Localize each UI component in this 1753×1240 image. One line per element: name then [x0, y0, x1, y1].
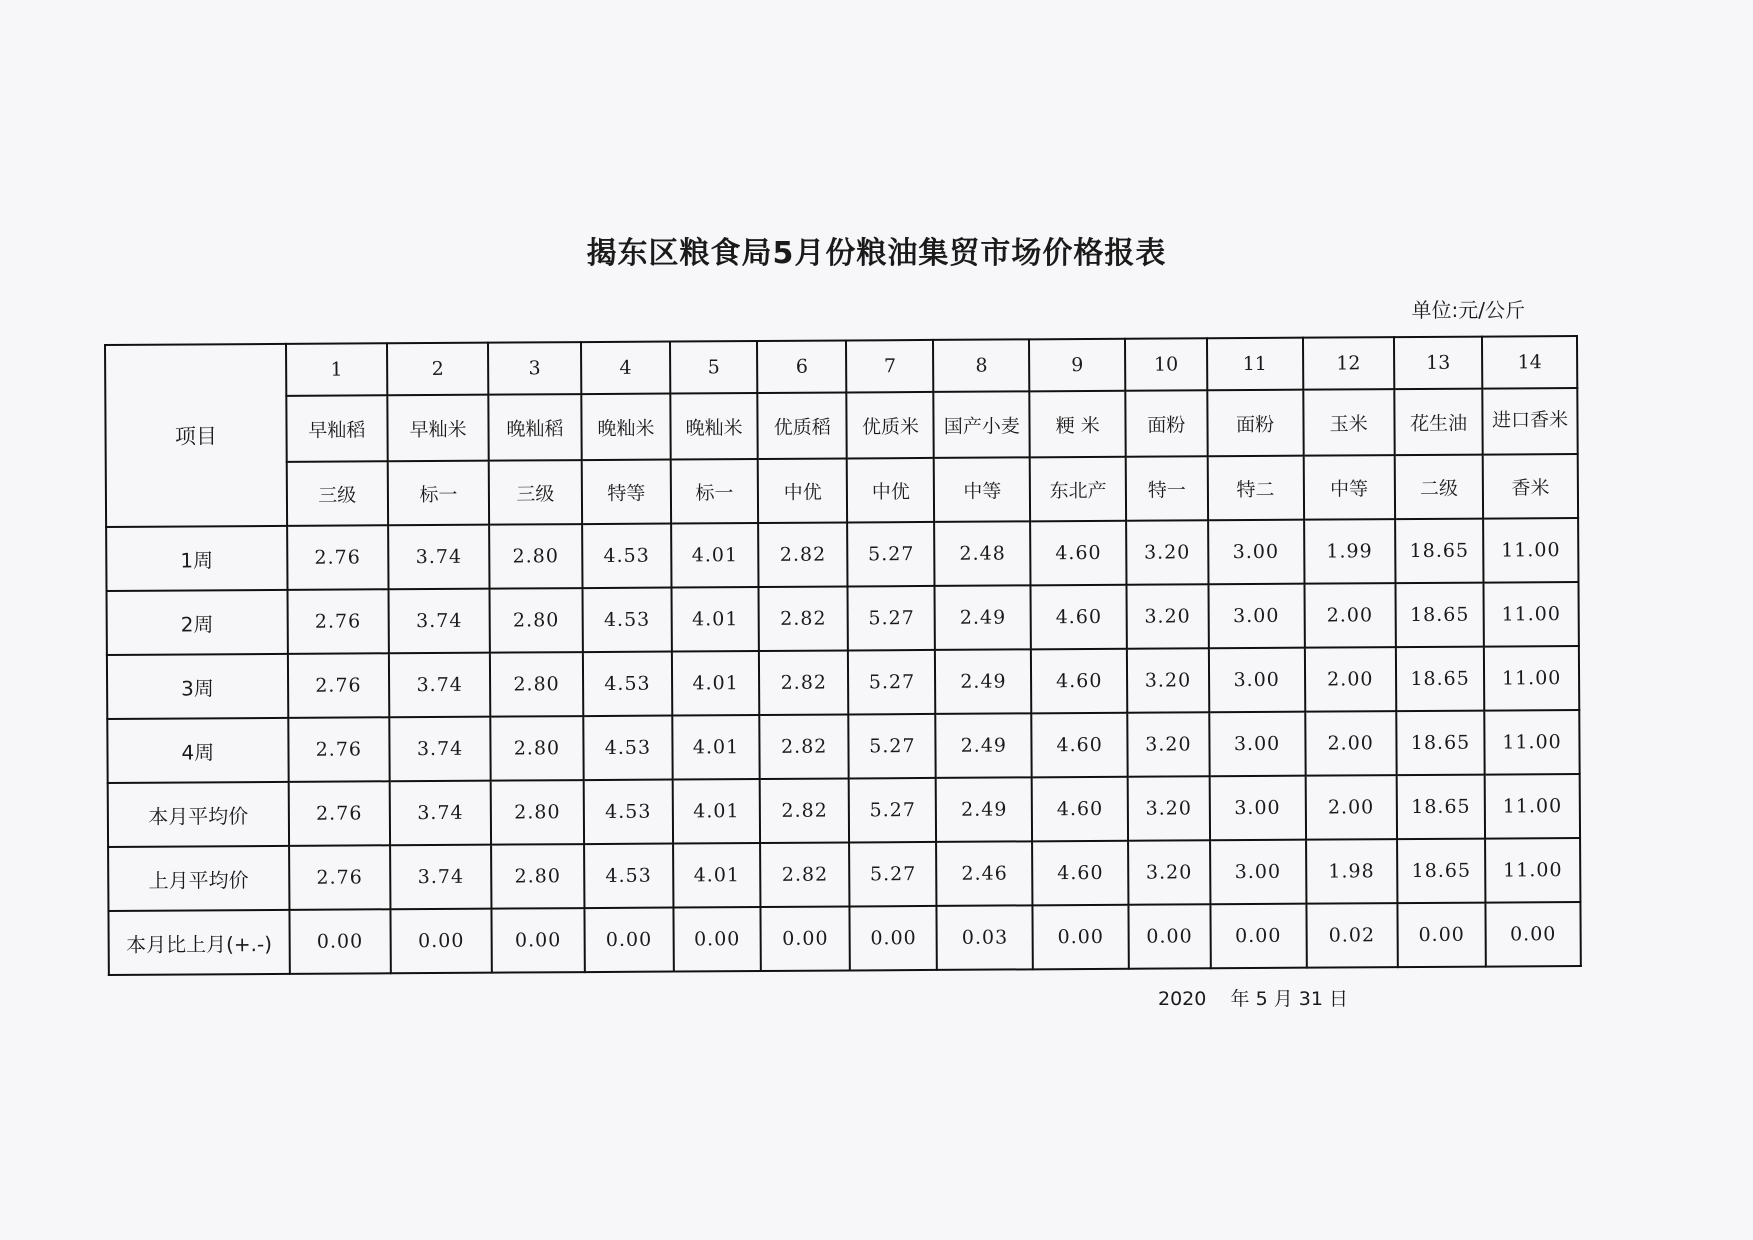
- price-cell: 2.82: [759, 586, 849, 651]
- product-number: 10: [1125, 338, 1207, 390]
- product-grade: 标一: [671, 459, 758, 524]
- price-cell: 0.00: [1129, 904, 1211, 968]
- product-name: 花生油: [1394, 389, 1483, 456]
- price-cell: 18.65: [1396, 647, 1485, 712]
- price-cell: 18.65: [1395, 583, 1484, 648]
- product-number: 13: [1394, 337, 1483, 390]
- unit-label: 单位:元/公斤: [1411, 298, 1525, 322]
- product-name: 晚籼稻: [489, 394, 582, 461]
- row-label: 本月平均价: [108, 782, 289, 847]
- product-grade: 中优: [758, 458, 848, 523]
- price-cell: 2.46: [937, 841, 1033, 906]
- product-grade: 标一: [388, 461, 490, 526]
- price-cell: 2.80: [490, 588, 583, 653]
- price-cell: 4.01: [672, 651, 759, 716]
- price-cell: 4.60: [1032, 713, 1128, 778]
- price-cell: 4.60: [1030, 521, 1126, 586]
- price-cell: 5.27: [848, 586, 935, 651]
- product-number: 4: [581, 342, 671, 395]
- price-cell: 2.76: [289, 845, 391, 910]
- price-cell: 1.98: [1306, 839, 1398, 904]
- price-cell: 0.00: [289, 909, 391, 974]
- price-cell: 4.60: [1032, 841, 1128, 906]
- price-cell: 0.00: [673, 907, 760, 972]
- product-grade: 三级: [286, 461, 388, 526]
- price-row: [107, 582, 1579, 655]
- product-number: 3: [488, 342, 581, 395]
- price-cell: 4.60: [1032, 777, 1128, 842]
- product-name: 晚籼米: [581, 394, 671, 461]
- row-label: 2周: [107, 590, 288, 655]
- price-cell: 2.49: [936, 777, 1032, 842]
- price-cell: 3.20: [1128, 776, 1210, 840]
- product-name: 早籼稻: [286, 395, 388, 462]
- price-cell: 5.27: [848, 650, 935, 715]
- price-cell: 4.53: [582, 588, 672, 653]
- price-row: [107, 646, 1579, 719]
- price-cell: 18.65: [1397, 839, 1486, 904]
- price-cell: 11.00: [1485, 838, 1580, 903]
- price-cell: 18.65: [1395, 519, 1484, 584]
- item-header: 项目: [105, 344, 287, 527]
- price-cell: 3.00: [1209, 712, 1305, 777]
- price-cell: 2.49: [936, 713, 1032, 778]
- price-cell: 11.00: [1484, 646, 1579, 711]
- price-cell: 3.00: [1209, 648, 1305, 713]
- product-number: 7: [846, 340, 933, 393]
- price-cell: 4.01: [672, 715, 759, 780]
- price-cell: 4.60: [1031, 585, 1127, 650]
- price-cell: 18.65: [1396, 711, 1485, 776]
- product-grade: 中等: [1303, 455, 1395, 520]
- product-grade: 二级: [1395, 455, 1484, 520]
- price-cell: 4.01: [673, 843, 760, 908]
- product-grade-row: [106, 454, 1578, 527]
- row-label: 3周: [107, 654, 288, 719]
- price-cell: 2.80: [489, 524, 582, 589]
- product-grade: 特一: [1126, 456, 1208, 520]
- price-cell: 4.53: [584, 844, 674, 909]
- price-cell: 4.53: [583, 780, 673, 845]
- price-cell: 4.53: [583, 652, 673, 717]
- product-number: 14: [1482, 336, 1577, 389]
- product-grade: 香米: [1483, 454, 1578, 519]
- price-cell: 3.74: [389, 653, 491, 718]
- product-grade: 东北产: [1030, 457, 1126, 522]
- product-number: 6: [757, 340, 847, 393]
- product-name: 面粉: [1125, 390, 1207, 456]
- product-name: 国产小麦: [934, 391, 1030, 458]
- price-cell: 3.20: [1127, 584, 1209, 648]
- price-cell: 3.74: [388, 525, 490, 590]
- price-cell: 0.00: [850, 906, 937, 971]
- product-name: 晚籼米: [670, 393, 757, 460]
- price-cell: 5.27: [849, 778, 936, 843]
- product-grade: 中优: [847, 458, 934, 523]
- price-cell: 0.00: [1486, 902, 1581, 967]
- price-cell: 3.00: [1209, 776, 1305, 841]
- product-grade: 中等: [934, 457, 1030, 522]
- price-cell: 3.00: [1210, 840, 1306, 905]
- price-cell: 4.60: [1031, 649, 1127, 714]
- product-name: 优质米: [847, 392, 934, 459]
- price-cell: 2.76: [287, 525, 389, 590]
- price-cell: 18.65: [1397, 775, 1486, 840]
- product-name: 面粉: [1207, 390, 1303, 457]
- price-cell: 2.80: [491, 716, 584, 781]
- row-label: 上月平均价: [108, 846, 289, 911]
- product-number: 8: [933, 339, 1029, 392]
- price-cell: 0.03: [937, 905, 1033, 970]
- product-name: 早籼米: [387, 395, 489, 462]
- product-number-row: [105, 336, 1577, 397]
- product-number: 1: [286, 343, 388, 396]
- price-cell: 2.49: [935, 585, 1031, 650]
- price-cell: 0.00: [584, 908, 674, 973]
- product-number: 2: [387, 343, 489, 396]
- product-name-row: [105, 388, 1577, 463]
- price-cell: 2.76: [288, 717, 390, 782]
- price-cell: 5.27: [849, 842, 936, 907]
- price-cell: 4.01: [671, 523, 758, 588]
- price-cell: 3.00: [1208, 584, 1304, 649]
- price-cell: 2.00: [1304, 647, 1396, 712]
- price-cell: 3.74: [390, 845, 492, 910]
- product-number: 5: [670, 341, 757, 394]
- product-name: 粳 米: [1030, 391, 1126, 458]
- price-cell: 2.80: [491, 844, 584, 909]
- price-cell: 2.80: [490, 652, 583, 717]
- price-cell: 2.49: [935, 649, 1031, 714]
- price-table: [104, 335, 1582, 976]
- product-number: 12: [1302, 337, 1394, 390]
- price-cell: 2.76: [287, 589, 389, 654]
- price-cell: 2.48: [935, 521, 1031, 586]
- page-title: 揭东区粮食局5月份粮油集贸市场价格报表: [586, 236, 1167, 271]
- price-row: [108, 902, 1580, 975]
- product-grade: 特等: [581, 460, 671, 525]
- price-cell: 4.53: [582, 524, 672, 589]
- price-cell: 3.74: [390, 781, 492, 846]
- price-cell: 5.27: [849, 714, 936, 779]
- price-cell: 4.01: [673, 779, 760, 844]
- price-cell: 3.74: [389, 717, 491, 782]
- product-name: 优质稻: [757, 392, 847, 459]
- price-cell: 11.00: [1483, 518, 1578, 583]
- price-row: [106, 518, 1578, 591]
- product-name: 玉米: [1303, 389, 1395, 456]
- price-cell: 2.82: [760, 778, 850, 843]
- price-cell: 0.02: [1306, 903, 1398, 968]
- price-cell: 3.00: [1208, 520, 1304, 585]
- price-cell: 2.76: [288, 781, 390, 846]
- price-cell: 4.53: [583, 716, 673, 781]
- price-cell: 0.00: [1210, 904, 1306, 969]
- price-cell: 4.01: [672, 587, 759, 652]
- product-number: 9: [1029, 339, 1125, 392]
- price-cell: 0.00: [492, 908, 585, 973]
- date-year: 2020: [1158, 988, 1207, 1010]
- product-grade: 特二: [1207, 456, 1303, 521]
- price-cell: 11.00: [1485, 774, 1580, 839]
- price-cell: 2.00: [1305, 711, 1397, 776]
- price-cell: 3.74: [388, 589, 490, 654]
- price-cell: 2.82: [760, 842, 850, 907]
- price-cell: 3.20: [1126, 520, 1208, 584]
- report-date: 2020 年 5 月 31 日: [1158, 988, 1348, 1010]
- price-cell: 0.00: [1397, 903, 1486, 968]
- price-cell: 3.20: [1127, 712, 1209, 776]
- price-row: [108, 838, 1580, 911]
- price-cell: 5.27: [847, 522, 934, 587]
- price-cell: 2.80: [491, 780, 584, 845]
- date-day: 31: [1298, 988, 1323, 1010]
- price-cell: 2.00: [1305, 775, 1397, 840]
- price-cell: 2.00: [1304, 583, 1396, 648]
- row-label: 1周: [106, 526, 287, 591]
- price-cell: 0.00: [761, 906, 851, 971]
- product-number: 11: [1207, 338, 1303, 391]
- price-cell: 2.82: [759, 650, 849, 715]
- price-cell: 0.00: [390, 909, 492, 974]
- row-label: 本月比上月(+.-): [108, 910, 289, 975]
- price-cell: 2.82: [759, 714, 849, 779]
- price-cell: 11.00: [1484, 710, 1579, 775]
- price-cell: 0.00: [1033, 905, 1129, 970]
- price-cell: 3.20: [1128, 840, 1210, 904]
- product-grade: 三级: [489, 460, 582, 525]
- price-cell: 1.99: [1304, 519, 1396, 584]
- price-row: [107, 710, 1579, 783]
- price-cell: 3.20: [1127, 648, 1209, 712]
- price-row: [108, 774, 1580, 847]
- date-month: 5: [1255, 988, 1268, 1010]
- price-cell: 2.76: [288, 653, 390, 718]
- row-label: 4周: [107, 718, 288, 783]
- price-cell: 11.00: [1484, 582, 1579, 647]
- product-name: 进口香米: [1482, 388, 1577, 455]
- price-cell: 2.82: [758, 522, 848, 587]
